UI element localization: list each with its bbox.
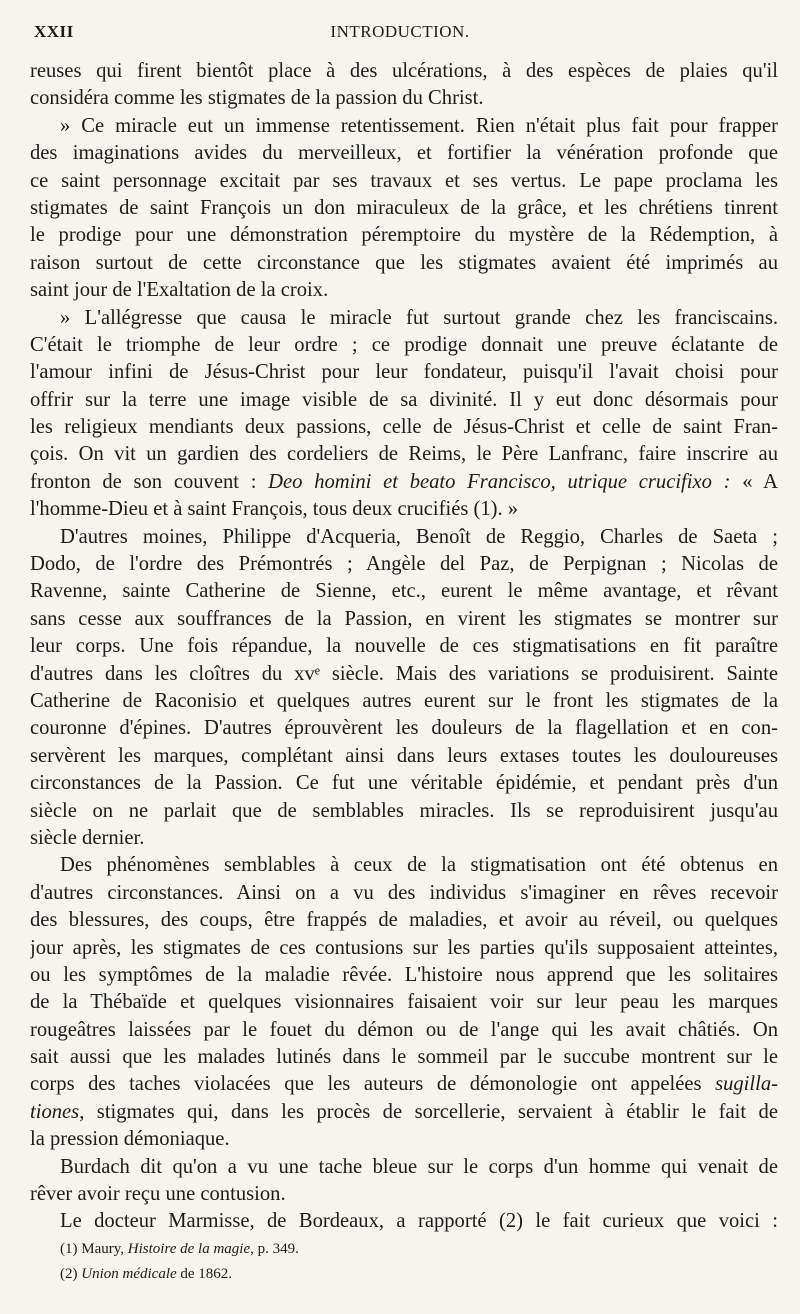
text-line: saint jour de l'Exaltation de la croix. <box>30 279 329 302</box>
footnote-ref: (2) <box>60 1266 82 1282</box>
footnote <box>60 1262 760 1287</box>
italic-run: tiones <box>30 1100 80 1123</box>
text-line: jour après, les stigmates de ces contusions sur les parties qu'ils supposaient atteintes, <box>30 936 778 959</box>
text-line: ce saint personnage excitait par ses travaux et ses vertus. Le pape proclama les <box>30 169 778 192</box>
text-line: Ravenne, sainte Catherine de Sienne, etc., eurent le même avantage, et rêvant <box>30 580 778 603</box>
text-line: d'autres dans les cloîtres du xvᵉ siècle. Mais des variations se produisirent. Sainte <box>30 662 778 685</box>
text-line: sait aussi que les malades lutinés dans le sommeil par le succube montrent sur le <box>30 1046 778 1069</box>
footnote-detail: , p. 349. <box>250 1241 299 1257</box>
text-line: D'autres moines, Philippe d'Acqueria, Benoît de Reggio, Charles de Saeta ; <box>60 525 778 548</box>
text-line <box>30 1099 778 1126</box>
text-line: raison surtout de cette circonstance que les stigmates avaient été imprimés au <box>30 251 778 274</box>
italic-run: Deo homini et beato Francisco, utrique crucifixo : <box>268 470 731 493</box>
text-line: les religieux mendiants deux passions, celle de Jésus-Christ et celle de saint Fran- <box>30 416 778 439</box>
text-line: rêver avoir reçu une contusion. <box>30 1183 286 1206</box>
text-line: l'homme-Dieu et à saint François, tous deux crucifiés (1). » <box>30 498 519 521</box>
text-line <box>30 469 778 496</box>
text-line: stigmates de saint François un don miraculeux de la grâce, et les chrétiens tinrent <box>30 196 778 219</box>
text-line: Des phénomènes semblables à ceux de la stigmatisation ont été obtenus en <box>60 854 778 877</box>
text-line: Burdach dit qu'on a vu une tache bleue sur le corps d'un homme qui venait de <box>60 1155 778 1178</box>
footnote-title: Union médicale <box>81 1266 177 1282</box>
running-title: INTRODUCTION. <box>330 22 470 41</box>
text-line: Dodo, de l'ordre des Prémontrés ; Angèle del Paz, de Perpignan ; Nicolas de <box>30 553 778 576</box>
text-line: rougeâtres laissées par le fouet du démon ou de l'ange qui les avait châtiés. On <box>30 1018 778 1041</box>
text-line: ou les symptômes de la maladie rêvée. L'histoire nous apprend que les solitaires <box>30 963 778 986</box>
text-run: « A <box>730 470 778 493</box>
text-line <box>30 1071 778 1098</box>
text-line: des imaginations avides du merveilleux, et fortifier la vénération profonde que <box>30 142 778 165</box>
footnote-ref: (1) Maury, <box>60 1241 128 1257</box>
text-line: Catherine de Raconisio et quelques autres eurent sur le front les stigmates de la <box>30 689 778 712</box>
footnotes <box>60 1237 760 1287</box>
text-line: çois. On vit un gardien des cordeliers de Reims, le Père Lanfranc, faire inscrire au <box>30 443 778 466</box>
text-run: , stigmates qui, dans les procès de sorcellerie, servaient à établir le fait de <box>79 1100 778 1123</box>
text-line: Le docteur Marmisse, de Bordeaux, a rapporté (2) le fait curieux que voici : <box>60 1210 778 1233</box>
text-line: siècle dernier. <box>30 826 145 849</box>
text-line: des blessures, des coups, être frappés de maladies, et avoir au réveil, ou quelques <box>30 909 778 932</box>
text-line: de la Thébaïde et quelques visionnaires faisaient voir sur leur peau les marques <box>30 991 778 1014</box>
text-line: servèrent les marques, complétant ainsi dans leurs extases toutes les douloureuses <box>30 744 778 767</box>
text-line: reuses qui firent bientôt place à des ulcérations, à des espèces de plaies qu'il <box>30 60 778 82</box>
text-line: l'amour infini de Jésus-Christ pour leur fondateur, puisqu'il l'avait choisi pour <box>30 361 778 384</box>
text-line: d'autres circonstances. Ainsi on a vu des individus s'imaginer en rêves recevoir <box>30 881 778 904</box>
footnote-title: Histoire de la magie <box>127 1241 251 1257</box>
text-line: C'était le triomphe de leur ordre ; ce prodige donnait une preuve éclatante de <box>30 333 778 356</box>
text-line: siècle on ne parlait que de semblables miracles. Ils se reproduisirent jusqu'au <box>30 799 778 822</box>
body-text <box>30 58 778 1236</box>
text-run: corps des taches violacées que les auteurs de démonologie ont appelées <box>30 1073 716 1096</box>
text-line: couronne d'épines. D'autres éprouvèrent les douleurs de la flagellation et en con- <box>30 717 778 740</box>
text-line: la pression démoniaque. <box>30 1128 230 1151</box>
text-line: le prodige pour une démonstration péremptoire du mystère de la Rédemption, à <box>30 224 778 247</box>
footnote-detail: de 1862. <box>176 1266 233 1282</box>
footnote <box>60 1237 760 1262</box>
italic-run: sugilla- <box>715 1073 778 1096</box>
text-line: considéra comme les stigmates de la passion du Christ. <box>30 87 484 110</box>
text-run: fronton de son couvent : <box>30 470 269 493</box>
text-line: » Ce miracle eut un immense retentissement. Rien n'était plus fait pour frapper <box>60 114 778 137</box>
text-line: circonstances de la Passion. Ce fut une véritable épidémie, et pendant près d'un <box>30 772 778 795</box>
page-header <box>34 22 766 46</box>
text-line: sans cesse aux souffrances de la Passion, en virent les stigmates se montrer sur <box>30 607 778 630</box>
text-line: leur corps. Une fois répandue, la nouvelle de ces stigmatisations en fit paraître <box>30 635 778 658</box>
page-number: XXII <box>34 22 74 41</box>
text-line: » L'allégresse que causa le miracle fut surtout grande chez les franciscains. <box>60 306 778 329</box>
text-line: offrir sur la terre une image visible de sa divinité. Il y eut donc désormais pour <box>30 388 778 411</box>
